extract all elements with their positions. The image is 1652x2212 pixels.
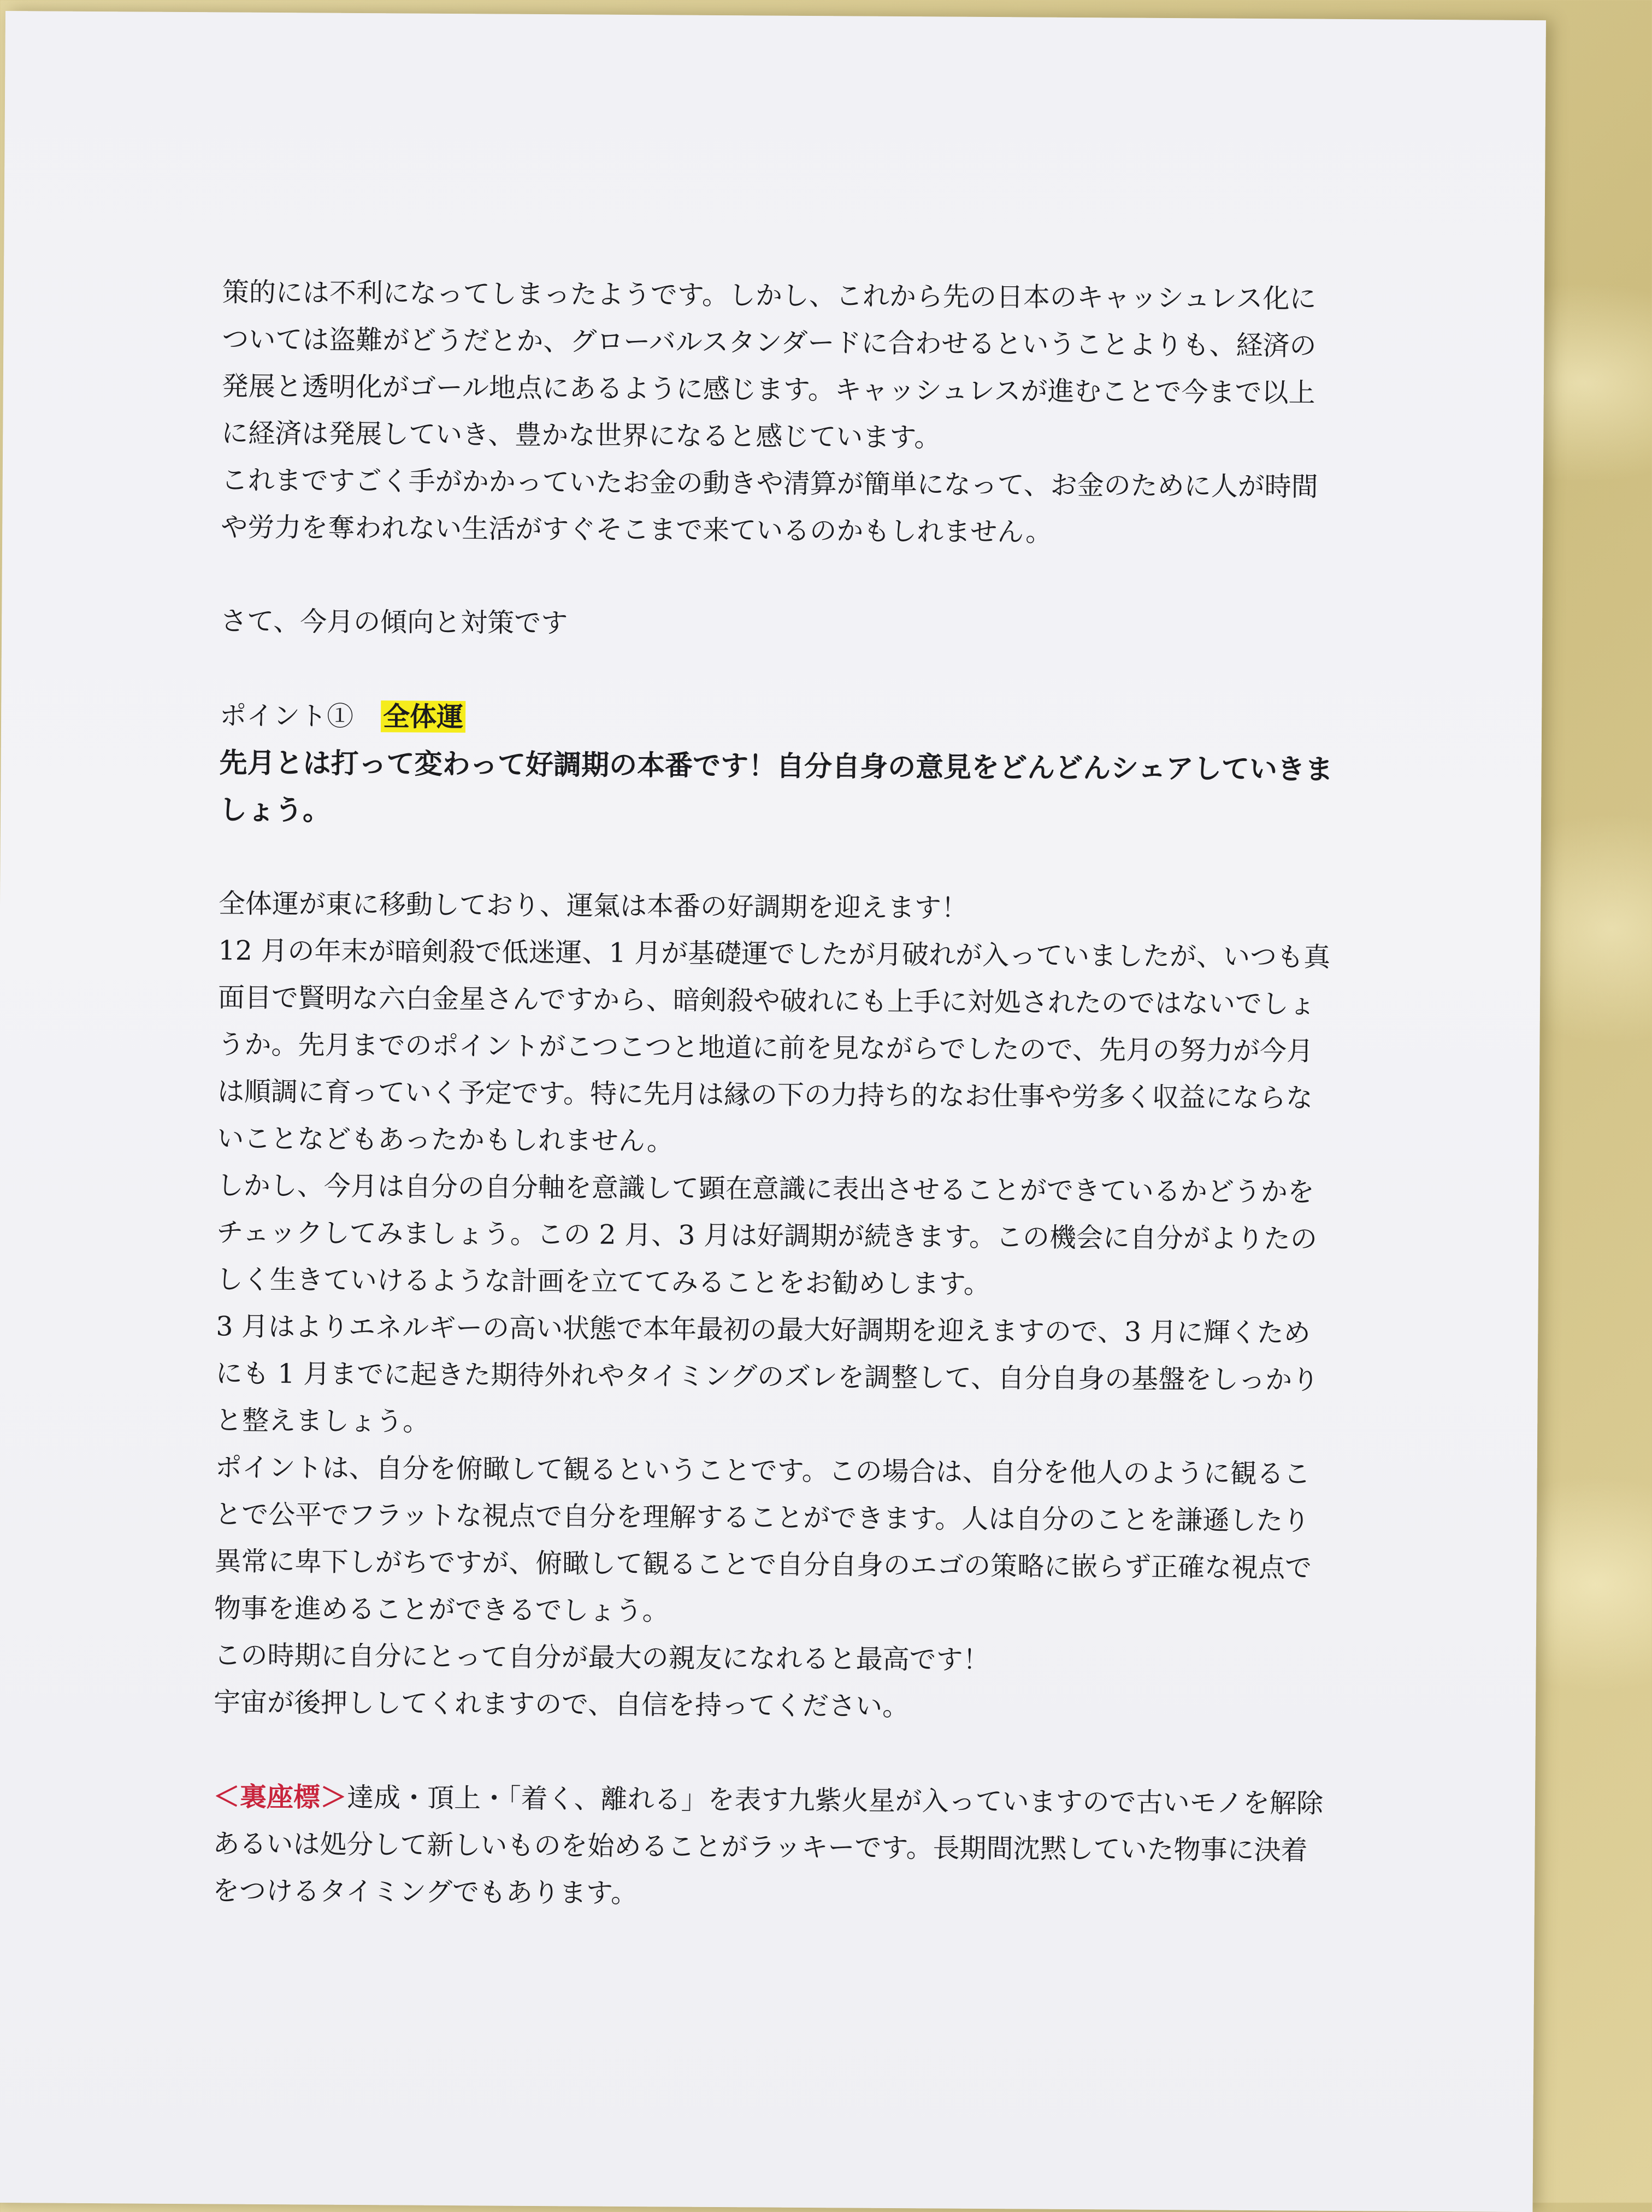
- body-paragraph: しかし、今月は自分の自分軸を意識して顕在意識に表出させることができているかどうかをチェックしてみましょう。この 2 月、3 月は好調期が続きます。この機会に自分がよりたのしく生きていけるような計画を立ててみることをお勧めします。: [216, 1170, 1318, 1300]
- body-paragraph: 3 月はよりエネルギーの高い状態で本年最初の最大好調期を迎えますので、3 月に輝くためにも 1 月までに起きた期待外れやタイミングのズレを調整して、自分自身の基盤をしっかりと整えましょう。: [215, 1311, 1319, 1437]
- reverse-tag: ＜裏座標＞: [213, 1780, 347, 1813]
- body-paragraph: この時期に自分にとって自分が最大の親友になれると最高です！: [214, 1639, 990, 1676]
- reverse-text: 達成・頂上・「着く、離れる」を表す九紫火星が入っていますので古いモノを解除あるいは処分して新しいものを始めることがラッキーです。長期間沈黙していた物事に決着をつけるタイミングでもあります。: [212, 1782, 1324, 1909]
- point-label: ポイント①: [219, 700, 354, 732]
- body-paragraph: 全体運が東に移動しており、運氣は本番の好調期を迎えます！: [218, 888, 969, 924]
- spacer: [213, 1726, 1328, 1779]
- spacer: [220, 645, 1334, 698]
- spacer: [220, 551, 1335, 604]
- body-paragraph: 12 月の年末が暗剣殺で低迷運、1 月が基礎運でしたが月破れが入っていましたが、いつも真面目で賢明な六白金星さんですから、暗剣殺や破れにも上手に対処されたのではないでしょうか。先月までのポイントがこつこつと地道に前を見ながらでしたので、先月の努力が今月は順調に育っていく予定です。特に先月は縁の下の力持ち的なお仕事や労多く収益にならないことなどもあったかもしれません。: [217, 935, 1331, 1157]
- transition-line: さて、今月の傾向と対策です: [220, 605, 568, 639]
- spacer: [219, 833, 1333, 887]
- document-body: [213, 269, 1337, 1921]
- point-heading: [220, 692, 1334, 746]
- intro-paragraph-2: これまですごく手がかかっていたお金の動きや清算が簡単になって、お金のために人が時間や労力を奪われない生活がすぐそこまで来ているのかもしれません。: [221, 464, 1318, 548]
- paper-sheet: [0, 11, 1546, 2212]
- body-paragraph: 宇宙が後押ししてくれますので、自信を持ってください。: [213, 1686, 910, 1723]
- body-paragraph: ポイントは、自分を俯瞰して観るということです。この場合は、自分を他人のように観ることで公平でフラットな視点で自分を理解することができます。人は自分のことを謙遜したり異常に卑下しがちですが、俯瞰して観ることで自分自身のエゴの策略に嵌らず正確な視点で物事を進めることができるでしょう。: [214, 1452, 1312, 1627]
- reverse-paragraph: [213, 1773, 1328, 1921]
- intro-paragraph-1: 策的には不利になってしまったようです。しかし、これから先の日本のキャッシュレス化については盗難がどうだとか、グローバルスタンダードに合わせるということよりも、経済の発展と透明化がゴール地点にあるように感じます。キャッシュレスが進むことで今まで以上に経済は発展していき、豊かな世界になると感じています。: [221, 276, 1317, 453]
- point-headline: 先月とは打って変わって好調期の本番です！自分自身の意見をどんどんシェアしていきましょう。: [219, 746, 1334, 827]
- point-topic-highlight: 全体運: [381, 700, 465, 733]
